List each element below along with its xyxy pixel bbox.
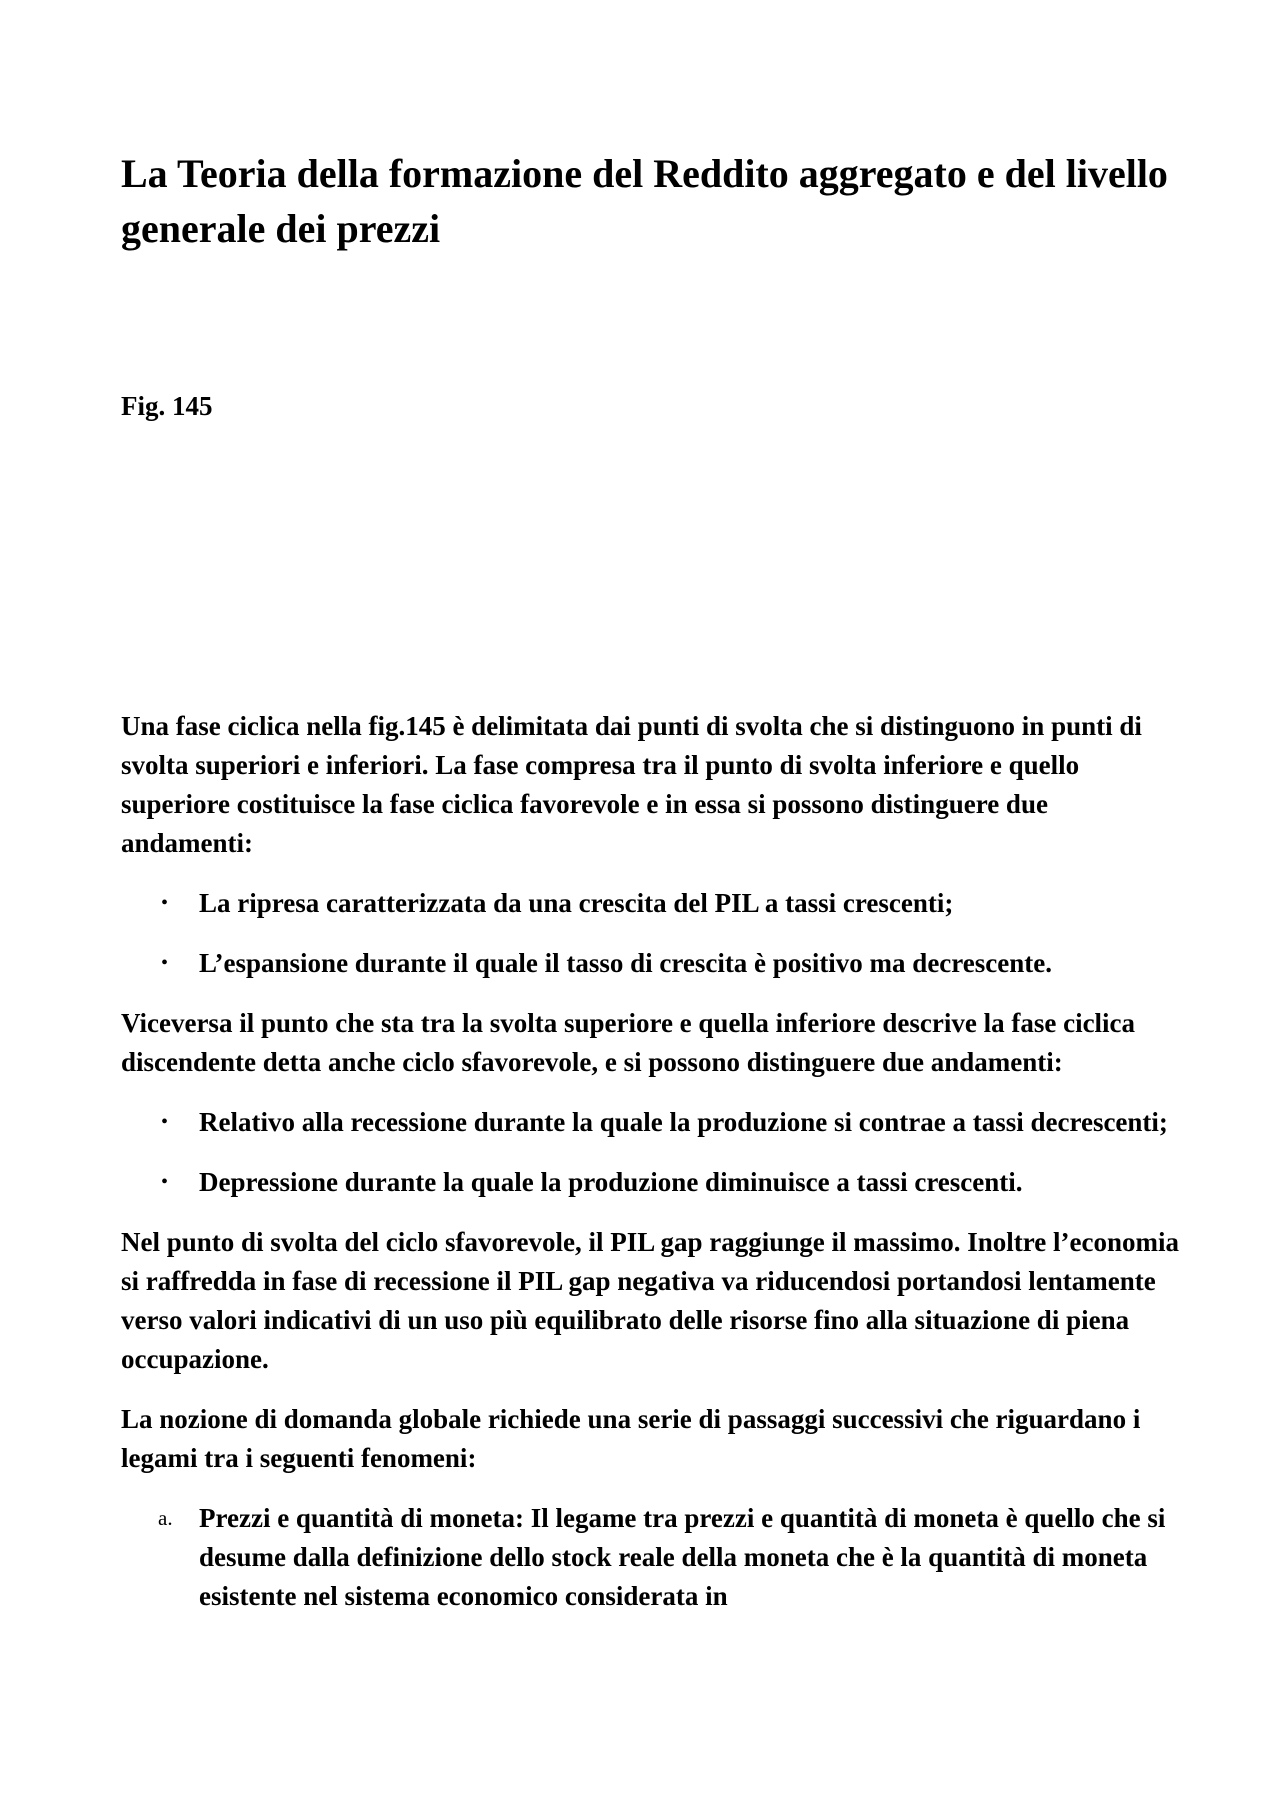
list-item — [121, 944, 1181, 983]
list-item — [121, 1499, 1181, 1616]
list-fenomeni — [121, 1499, 1181, 1616]
list-item — [121, 884, 1181, 923]
list-item-text: Depressione durante la quale la produzione diminuisce a tassi crescenti. — [199, 1167, 1023, 1197]
page-title: La Teoria della formazione del Reddito aggregato e del livello generale dei prezzi — [121, 151, 1168, 251]
bullet-icon: • — [161, 1171, 169, 1193]
paragraph-fase-ciclica: Una fase ciclica nella fig.145 è delimitata dai punti di svolta che si distinguono in punti di svolta superiori e inferiori. La fase compresa tra il punto di svolta inferiore e quello superiore costituisce la fase ciclica favorevole e in essa si possono distinguere due andamenti: — [121, 711, 1142, 858]
list-item — [121, 1163, 1181, 1202]
list-item-text: Prezzi e quantità di moneta: Il legame tra prezzi e quantità di moneta è quello che si desume dalla definizione dello stock reale della moneta che è la quantità di moneta esistente nel sistema economico considerata in — [199, 1503, 1166, 1611]
list-item-text: L’espansione durante il quale il tasso di crescita è positivo ma decrescente. — [199, 948, 1052, 978]
list-item — [121, 1103, 1181, 1142]
list-marker: a. — [158, 1506, 173, 1530]
bullet-icon: • — [161, 892, 169, 914]
list-fase-sfavorevole — [121, 1103, 1181, 1202]
paragraph-pil-gap: Nel punto di svolta del ciclo sfavorevole, il PIL gap raggiunge il massimo. Inoltre l’economia si raffredda in fase di recessione il PIL gap negativa va riducendosi portandosi lentamente verso valori indicativi di un uso più equilibrato delle risorse fino alla situazione di piena occupazione. — [121, 1227, 1179, 1374]
list-item-text: Relativo alla recessione durante la quale la produzione si contrae a tassi decrescenti; — [199, 1107, 1168, 1137]
bullet-icon: • — [161, 1111, 169, 1133]
list-fase-favorevole — [121, 884, 1181, 983]
paragraph-domanda-globale: La nozione di domanda globale richiede una serie di passaggi successivi che riguardano i legami tra i seguenti fenomeni: — [121, 1404, 1141, 1473]
list-item-text: La ripresa caratterizzata da una crescita del PIL a tassi crescenti; — [199, 888, 954, 918]
paragraph-fase-discendente: Viceversa il punto che sta tra la svolta superiore e quella inferiore descrive la fase ciclica discendente detta anche ciclo sfavorevole, e si possono distinguere due andamenti: — [121, 1008, 1136, 1077]
document-body — [121, 707, 1181, 1637]
bullet-icon: • — [161, 952, 169, 974]
figure-label: Fig. 145 — [121, 391, 213, 421]
